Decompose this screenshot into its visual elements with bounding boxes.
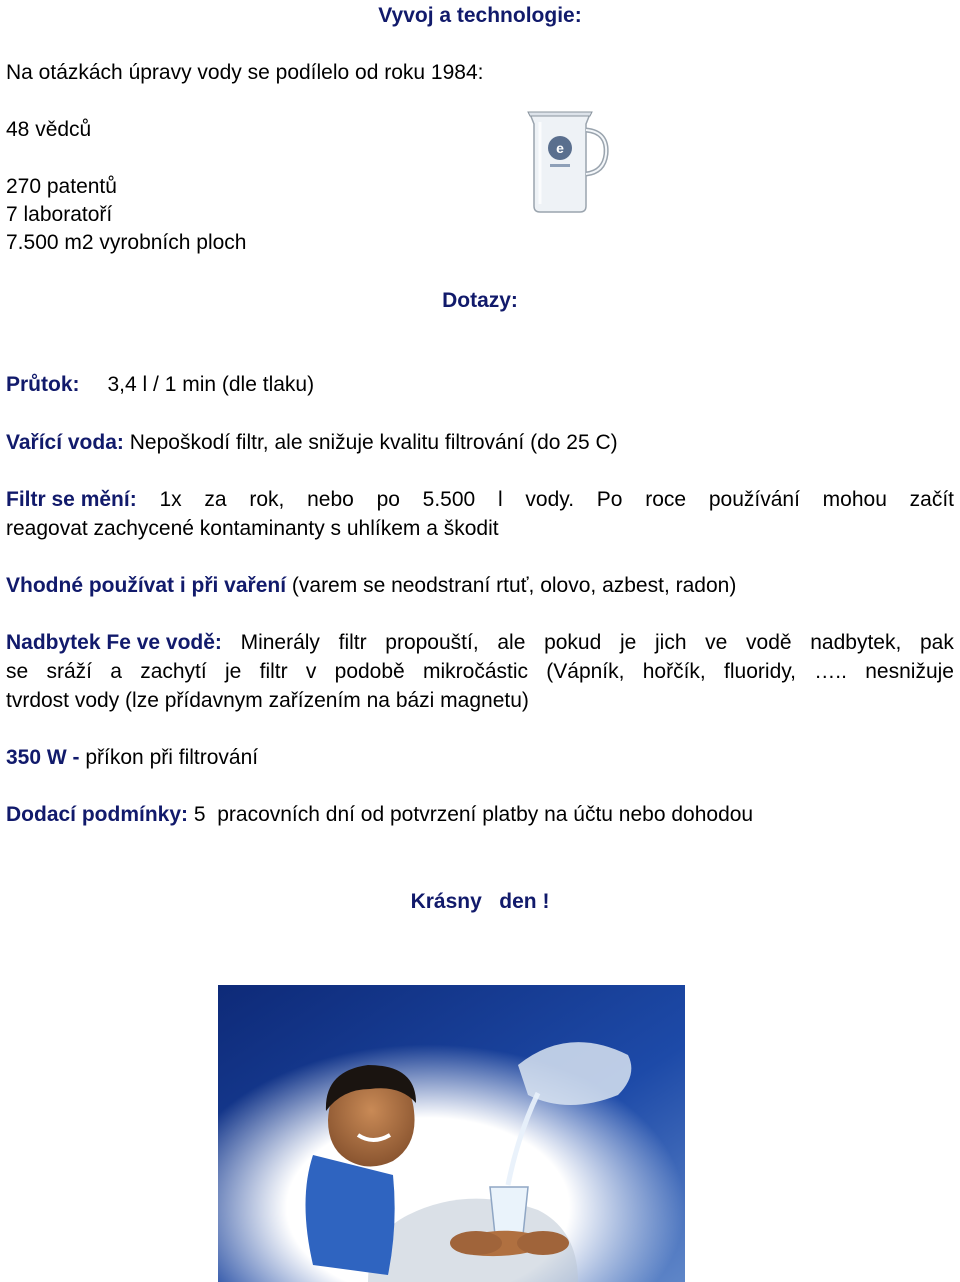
word: ale (497, 631, 526, 654)
cooking-row (6, 575, 736, 596)
filter-change-line2: reagovat zachycené kontaminanty s uhlíkem a škodit (6, 517, 499, 540)
delivery-row (6, 804, 753, 825)
closing-greeting: Krásny den ! (410, 890, 550, 913)
word: zachytí (140, 660, 207, 683)
word: ve (705, 631, 728, 654)
iron-line2 (6, 661, 954, 682)
word: filtr (338, 631, 367, 654)
word: hořčík, (642, 660, 706, 683)
word: nebo (307, 488, 354, 511)
word: po (376, 488, 400, 511)
cooking-label: Vhodné používat i při vaření (6, 574, 287, 597)
power-label: 350 W - (6, 746, 80, 769)
word: pak (920, 631, 954, 654)
word: (Vápník, (546, 660, 625, 683)
word: pokud (544, 631, 602, 654)
iron-label: Nadbytek Fe ve vodě: (6, 631, 222, 654)
flow-label: Průtok: (6, 373, 80, 396)
iron-line3: tvrdost vody (lze přídavnym zařízením na bázi magnetu) (6, 689, 529, 712)
word: rok, (249, 488, 285, 511)
delivery-label: Dodací podmínky: (6, 803, 189, 826)
word: jich (654, 631, 687, 654)
word: 5.500 (422, 488, 476, 511)
word: za (204, 488, 227, 511)
boiling-label: Vařící voda: (6, 431, 124, 454)
flow-value: 3,4 l / 1 min (dle tlaku) (107, 373, 315, 396)
boiling-value: Nepoškodí filtr, ale snižuje kvalitu filtrování (do 25 C) (129, 431, 618, 454)
water-pitcher-image (520, 108, 612, 216)
word: Minerály (240, 631, 320, 654)
word: mohou (822, 488, 887, 511)
word: je (619, 631, 637, 654)
cooking-value: (varem se neodstraní rtuť, olovo, azbest, radon) (291, 574, 737, 597)
word: začít (909, 488, 954, 511)
filter-change-line1 (6, 489, 954, 510)
word: vodě (746, 631, 792, 654)
boiling-row (6, 432, 618, 453)
word: vody. (525, 488, 575, 511)
word: Po (596, 488, 623, 511)
word: roce (645, 488, 687, 511)
word: podobě (334, 660, 405, 683)
flow-row (6, 374, 314, 395)
word: 1x (159, 488, 182, 511)
page-title: Vyvoj a technologie: (378, 4, 582, 27)
boy-drinking-water-photo (218, 985, 685, 1282)
word: v (305, 660, 317, 683)
iron-line1 (6, 632, 954, 653)
delivery-value: 5 pracovních dní od potvrzení platby na účtu nebo dohodou (193, 803, 754, 826)
word: je (224, 660, 242, 683)
power-row (6, 747, 258, 768)
word: nadbytek, (810, 631, 902, 654)
word: l (497, 488, 503, 511)
word: filtr (259, 660, 288, 683)
stat-patents: 270 patentů (6, 175, 117, 198)
word: nesnižuje (865, 660, 954, 683)
word: fluoridy, (724, 660, 797, 683)
stat-labs: 7 laboratoří (6, 203, 113, 226)
svg-text:e: e (556, 140, 564, 156)
word: se (6, 660, 29, 683)
stat-scientists: 48 vědců (6, 118, 92, 141)
word: mikročástic (422, 660, 528, 683)
word: používání (708, 488, 800, 511)
word: a (110, 660, 122, 683)
filter-change-label: Filtr se mění: (6, 488, 137, 511)
word: propouští, (385, 631, 479, 654)
word: ….. (814, 660, 847, 683)
stat-area: 7.500 m2 vyrobních ploch (6, 231, 247, 254)
faq-heading: Dotazy: (442, 289, 518, 312)
intro-text: Na otázkách úpravy vody se podílelo od roku 1984: (6, 61, 484, 84)
power-value: příkon při filtrování (85, 746, 259, 769)
word: sráží (46, 660, 92, 683)
